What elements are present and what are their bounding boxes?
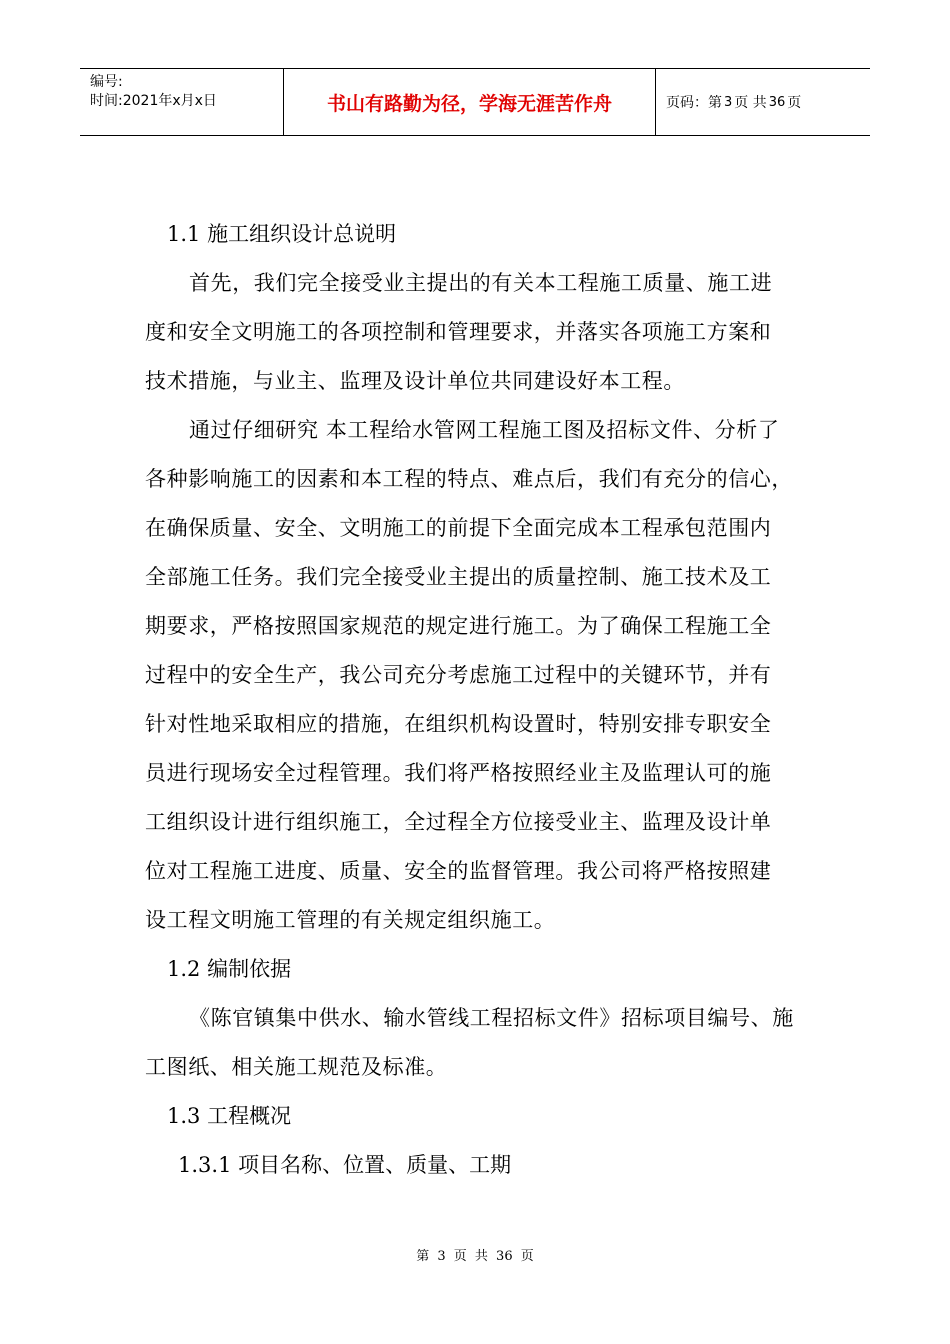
page-footer: 第 3 页 共 36 页	[416, 1249, 534, 1264]
header-meta	[80, 69, 283, 135]
section-heading-1-2: 1.2 编制依据	[167, 957, 292, 981]
paragraph-line: 各种影响施工的因素和本工程的特点、难点后，我们有充分的信心，	[145, 467, 793, 491]
paragraph-line: 在确保质量、安全、文明施工的前提下全面完成本工程承包范围内	[145, 516, 772, 540]
page-mid: 页 共	[734, 95, 767, 111]
page-total: 36	[768, 94, 786, 110]
page-suffix: 页	[787, 95, 802, 111]
paragraph-line: 首先，我们完全接受业主提出的有关本工程施工质量、施工进	[189, 271, 773, 295]
page-header	[80, 68, 870, 136]
section-heading-1-1: 1.1 施工组织设计总说明	[167, 222, 397, 246]
paragraph-line: 全部施工任务。我们完全接受业主提出的质量控制、施工技术及工	[145, 565, 772, 589]
section-heading-1-3-1: 1.3.1 项目名称、位置、质量、工期	[178, 1153, 512, 1177]
paragraph-line: 期要求，严格按照国家规范的规定进行施工。为了确保工程施工全	[145, 614, 772, 638]
paragraph-line: 工图纸、相关施工规范及标准。	[145, 1055, 448, 1079]
paragraph-line: 度和安全文明施工的各项控制和管理要求，并落实各项施工方案和	[145, 320, 772, 344]
paragraph-line: 设工程文明施工管理的有关规定组织施工。	[145, 908, 556, 932]
paragraph-intro	[145, 259, 810, 406]
paragraph-line: 《陈官镇集中供水、输水管线工程招标文件》招标项目编号、施	[189, 1006, 794, 1030]
header-motto: 书山有路勤为径，学海无涯苦作舟	[283, 69, 656, 135]
document-number-label: 编号:	[90, 74, 123, 90]
document-date: 时间:2021年x月x日	[90, 93, 217, 109]
paragraph-line: 技术措施，与业主、监理及设计单位共同建设好本工程。	[145, 369, 685, 393]
paragraph-line: 过程中的安全生产，我公司充分考虑施工过程中的关键环节，并有	[145, 663, 772, 687]
page-prefix: 页码：第	[666, 95, 722, 111]
section-heading-1-3: 1.3 工程概况	[167, 1104, 292, 1128]
paragraph-line: 通过仔细研究 本工程给水管网工程施工图及招标文件、分析了	[189, 418, 780, 442]
page-current: 3	[724, 94, 733, 110]
header-page-info	[656, 69, 870, 135]
paragraph-line: 员进行现场安全过程管理。我们将严格按照经业主及监理认可的施	[145, 761, 772, 785]
paragraph-study	[145, 406, 810, 945]
paragraph-line: 针对性地采取相应的措施，在组织机构设置时，特别安排专职安全	[145, 712, 772, 736]
paragraph-line: 位对工程施工进度、质量、安全的监督管理。我公司将严格按照建	[145, 859, 772, 883]
paragraph-line: 工组织设计进行组织施工，全过程全方位接受业主、监理及设计单	[145, 810, 772, 834]
paragraph-basis	[145, 994, 810, 1092]
document-body	[145, 210, 810, 1190]
